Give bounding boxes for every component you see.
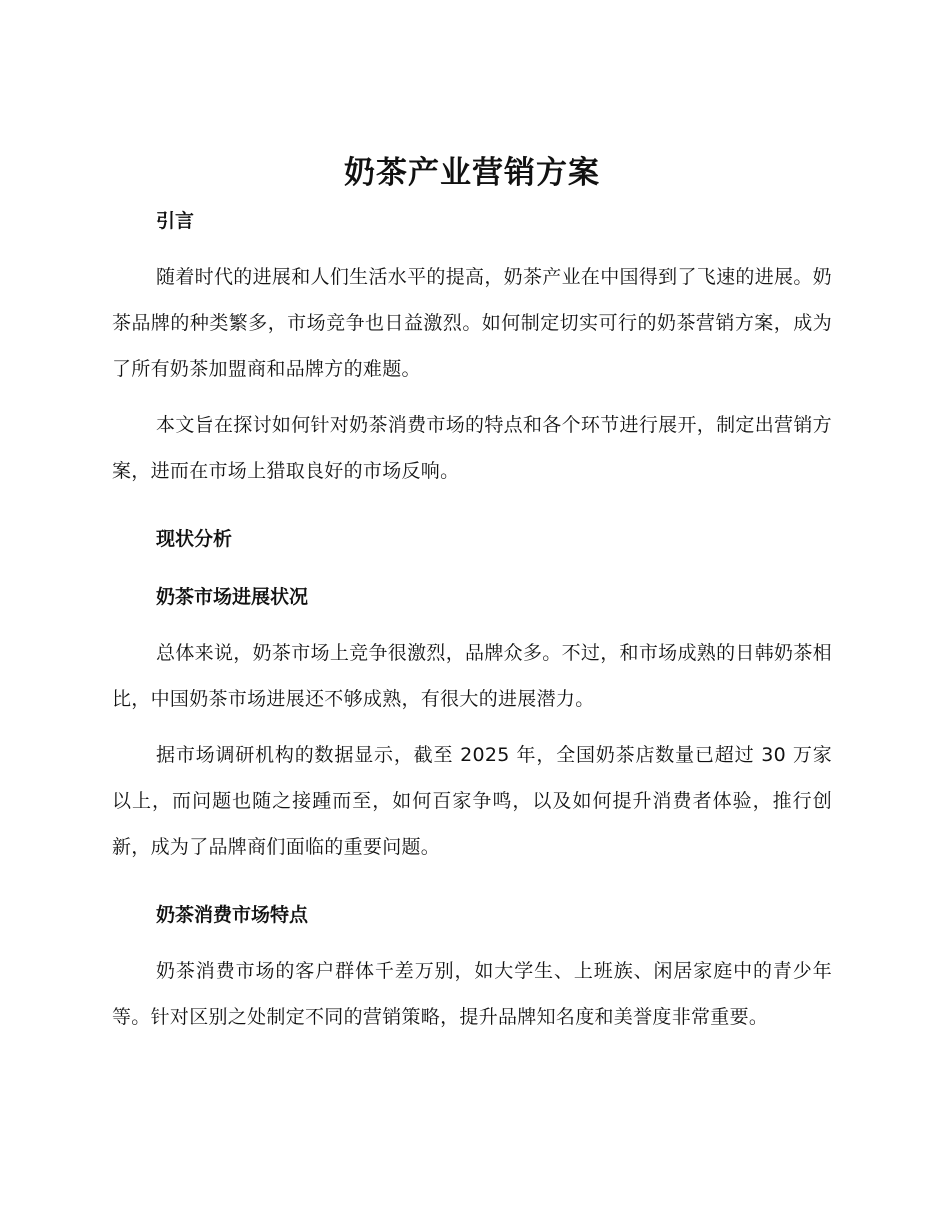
heading-consumer-market: 奶茶消费市场特点: [156, 904, 309, 926]
heading-status-analysis: 现状分析: [156, 528, 233, 550]
paragraph-market-1: 总体来说，奶茶市场上竞争很激烈，品牌众多。不过，和市场成熟的日韩奶茶相比，中国奶茶市场进展还不够成熟，有很大的进展潜力。: [112, 642, 832, 710]
document-body: [112, 150, 832, 1040]
heading-introduction: 引言: [156, 210, 195, 232]
document-title: 奶茶产业营销方案: [344, 155, 600, 191]
paragraph-market-2: 据市场调研机构的数据显示，截至 2025 年，全国奶茶店数量已超过 30 万家以上，而问题也随之接踵而至，如何百家争鸣，以及如何提升消费者体验，推行创新，成为了品牌商们面临的重要问题。: [112, 744, 832, 858]
paragraph-consumer-1: 奶茶消费市场的客户群体千差万别，如大学生、上班族、闲居家庭中的青少年等。针对区别之处制定不同的营销策略，提升品牌知名度和美誉度非常重要。: [112, 960, 832, 1028]
paragraph-intro-1: 随着时代的进展和人们生活水平的提高，奶茶产业在中国得到了飞速的进展。奶茶品牌的种类繁多，市场竞争也日益激烈。如何制定切实可行的奶茶营销方案，成为了所有奶茶加盟商和品牌方的难题。: [112, 266, 832, 380]
heading-market-development: 奶茶市场进展状况: [156, 586, 309, 608]
paragraph-intro-2: 本文旨在探讨如何针对奶茶消费市场的特点和各个环节进行展开，制定出营销方案，进而在市场上猎取良好的市场反响。: [112, 414, 832, 482]
